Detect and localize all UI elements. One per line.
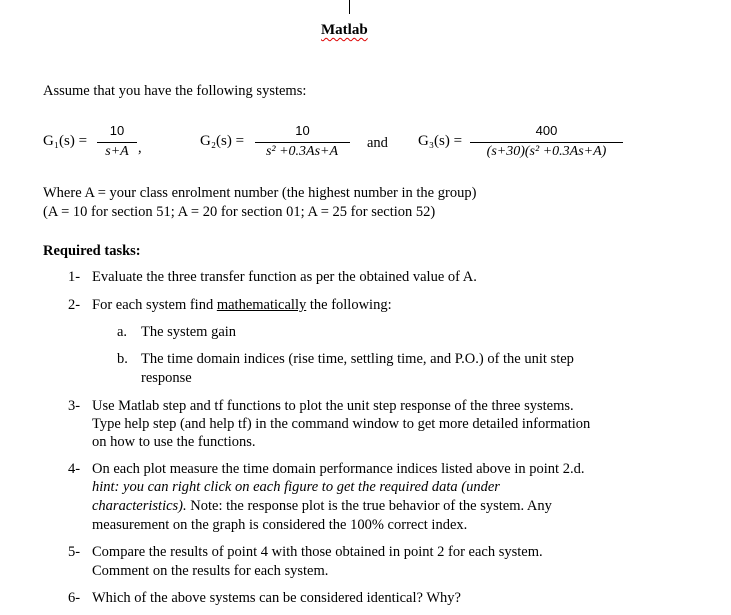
- eq2-lhs: G₂(s) =: [200, 133, 245, 149]
- task-5-number: 5-: [68, 544, 81, 560]
- task-5-line1: Compare the results of point 4 with those obtained in point 2 for each system.: [92, 544, 543, 560]
- and-word: and: [367, 135, 388, 151]
- task-1-number: 1-: [68, 269, 81, 285]
- task-6-text: Which of the above systems can be considered identical? Why?: [92, 590, 461, 606]
- eq3-numerator: 400: [535, 123, 558, 138]
- required-heading: Required tasks:: [43, 243, 141, 259]
- eq1-denominator: s+A: [105, 144, 129, 159]
- task-3-line2: Type help step (and help tf) in the command window to get more detailed information: [92, 416, 591, 432]
- task-2b-line2: response: [141, 370, 192, 386]
- eq3-denominator: (s+30)(s² +0.3As+A): [486, 144, 607, 159]
- sections-line: (A = 10 for section 51; A = 20 for section 01; A = 25 for section 52): [43, 204, 436, 220]
- eq3-fraction-bar: [470, 142, 623, 143]
- where-line: Where A = your class enrolment number (the highest number in the group): [43, 185, 477, 201]
- task-5-line2: Comment on the results for each system.: [92, 563, 329, 579]
- eq1-comma: ,: [138, 140, 142, 156]
- task-4-number: 4-: [68, 461, 81, 477]
- task-4-line3: [92, 498, 552, 515]
- task-4-line4: measurement on the graph is considered the 100% correct index.: [92, 517, 468, 533]
- task-6-number: 6-: [68, 590, 81, 606]
- task-2b-line1: The time domain indices (rise time, settling time, and P.O.) of the unit step: [141, 351, 574, 367]
- text-cursor: [349, 0, 350, 14]
- eq1-fraction-bar: [97, 142, 137, 143]
- eq3-lhs: G₃(s) =: [418, 133, 463, 149]
- eq2-denominator: s² +0.3As+A: [265, 144, 339, 159]
- task-2-pre: For each system find: [92, 297, 217, 313]
- task-1-text: Evaluate the three transfer function as per the obtained value of A.: [92, 269, 477, 285]
- task-2-post: the following:: [306, 297, 392, 313]
- eq1-lhs: G₁(s) =: [43, 133, 88, 149]
- task-3-line1: Use Matlab step and tf functions to plot the unit step response of the three systems.: [92, 398, 574, 414]
- task-2a-text: The system gain: [141, 324, 237, 340]
- task-2b-label: b.: [117, 351, 128, 367]
- page-title: Matlab: [321, 22, 368, 38]
- task-2a-label: a.: [117, 324, 128, 340]
- eq1-numerator: 10: [109, 123, 125, 138]
- task-2-number: 2-: [68, 297, 81, 313]
- eq2-numerator: 10: [295, 123, 310, 138]
- task-4-hint-end: characteristics).: [92, 498, 187, 514]
- task-4-note: Note: the response plot is the true behavior of the system. Any: [186, 498, 552, 514]
- eq2-fraction-bar: [255, 142, 350, 143]
- task-4-hint-line: hint: you can right click on each figure to get the required data (under: [92, 479, 500, 495]
- task-3-number: 3-: [68, 398, 81, 414]
- intro-text: Assume that you have the following systems:: [43, 83, 307, 99]
- task-2-text: [92, 297, 392, 314]
- task-3-line3: on how to use the functions.: [92, 434, 256, 450]
- task-4-line1: On each plot measure the time domain performance indices listed above in point 2.d.: [92, 461, 585, 477]
- task-2-underlined: mathematically: [216, 297, 307, 313]
